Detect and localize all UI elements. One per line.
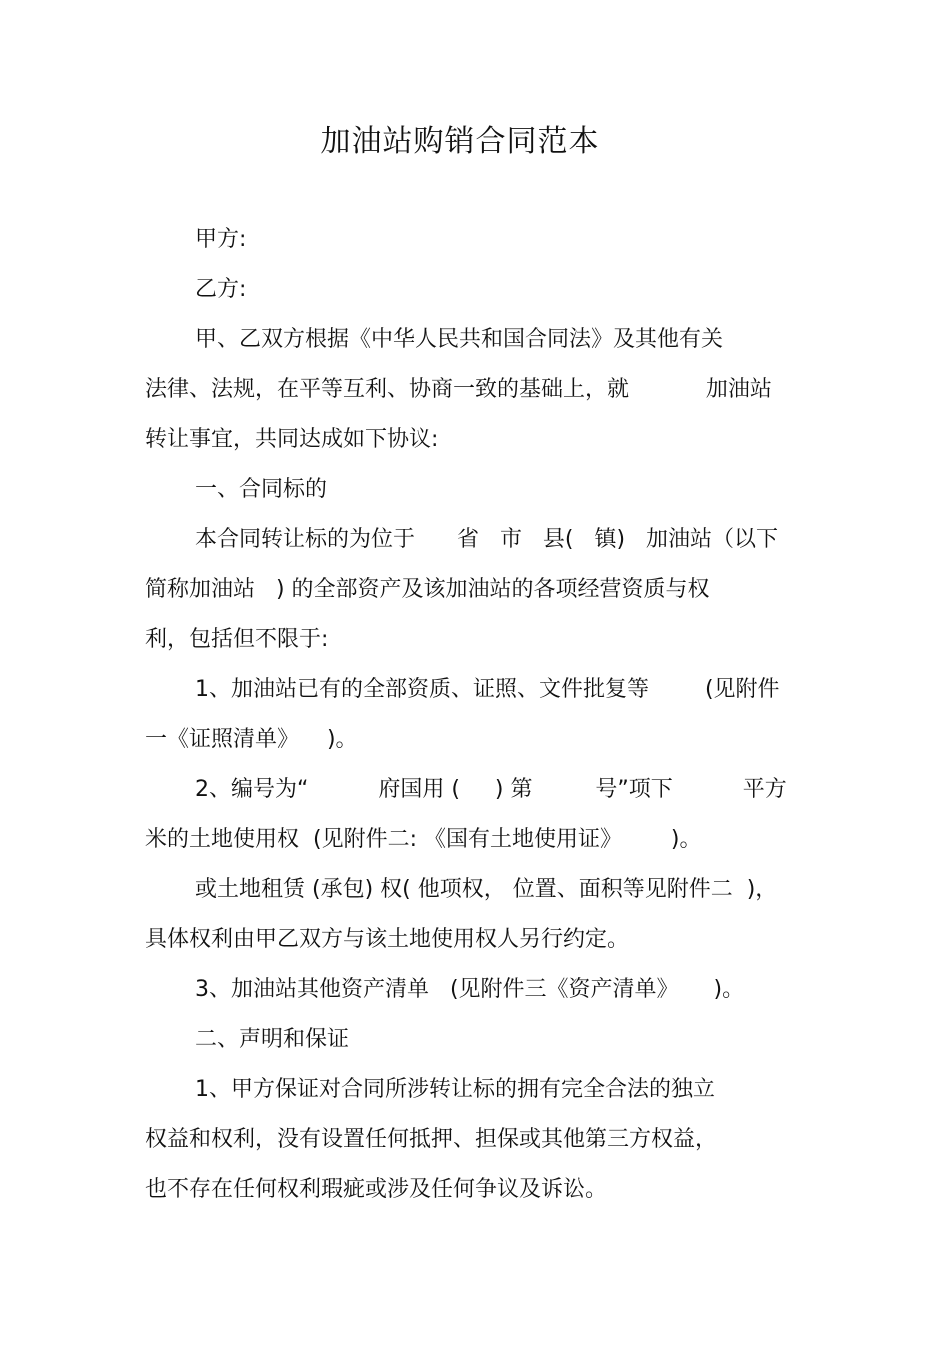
party-b-line: 乙方: bbox=[195, 277, 247, 302]
warranty-line-2: 权益和权利，没有设置任何抵押、担保或其他第三方权益， bbox=[145, 1127, 718, 1152]
clause-1-line-2: 一《证照清单》 )。 bbox=[145, 727, 358, 752]
section-heading-2: 二、声明和保证 bbox=[195, 1027, 350, 1052]
warranty-line-3: 也不存在任何权利瑕疵或涉及任何争议及诉讼。 bbox=[145, 1177, 608, 1202]
party-a-line: 甲方: bbox=[195, 227, 247, 252]
section1-text-line-3: 利，包括但不限于: bbox=[145, 627, 329, 652]
section-heading-1: 一、合同标的 bbox=[195, 477, 328, 502]
preamble-line-3: 转让事宜，共同达成如下协议: bbox=[145, 427, 439, 452]
clause-1-line-1: 1、加油站已有的全部资质、证照、文件批复等 (见附件 bbox=[195, 677, 780, 702]
clause-2-line-2: 米的土地使用权 (见附件二: 《国有土地使用证》 )。 bbox=[145, 827, 702, 852]
section1-text-line-1: 本合同转让标的为位于 省 市 县( 镇) 加油站（以下 bbox=[195, 527, 779, 552]
warranty-line-1: 1、甲方保证对合同所涉转让标的拥有完全合法的独立 bbox=[195, 1077, 715, 1102]
clause-3-line-1: 3、加油站其他资产清单 (见附件三《资产清单》 )。 bbox=[195, 977, 745, 1002]
section1-text-line-2: 简称加油站 ) 的全部资产及该加油站的各项经营资质与权 bbox=[145, 577, 710, 602]
clause-2-line-4: 具体权利由甲乙双方与该土地使用权人另行约定。 bbox=[145, 927, 630, 952]
preamble-line-1: 甲、乙双方根据《中华人民共和国合同法》及其他有关 bbox=[195, 327, 724, 352]
document-title: 加油站购销合同范本 bbox=[320, 124, 600, 159]
preamble-line-2: 法律、法规，在平等互利、协商一致的基础上，就 加油站 bbox=[145, 377, 772, 402]
clause-2-line-1: 2、编号为“ 府国用 ( ) 第 号”项下 平方 bbox=[195, 777, 787, 802]
clause-2-line-3: 或土地租赁 (承包) 权( 他项权， 位置、面积等见附件二 )， bbox=[195, 877, 778, 902]
